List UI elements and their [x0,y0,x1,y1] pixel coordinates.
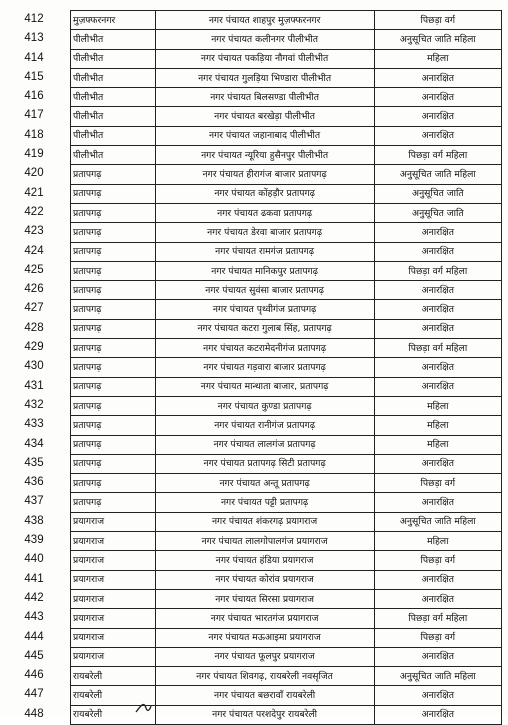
nagar-panchayat-cell: नगर पंचायत हीरागंज बाजार प्रतापगढ़ [155,165,374,184]
nagar-panchayat-cell: नगर पंचायत पकड़िया नौगवां पीलीभीत [155,49,374,68]
table-row [71,300,502,319]
row-number: 426 [24,283,44,296]
reservation-category-cell: अनुसूचित जाति महिला [374,165,501,184]
row-number: 436 [24,476,44,489]
reservation-category-cell: पिछड़ा वर्ग महिला [374,339,501,358]
nagar-panchayat-cell: नगर पंचायत अन्तू प्रतापगढ़ [155,474,374,493]
nagar-panchayat-cell: नगर पंचायत शिवगढ़, रायबरेली नवसृजित [155,667,374,686]
row-number: 415 [24,70,44,83]
reservation-category-cell: अनारक्षित [374,686,501,705]
nagar-panchayat-cell: नगर पंचायत कटरामेदनीगंज प्रतापगढ़ [155,339,374,358]
row-number: 416 [24,90,44,103]
reservation-category-cell: पिछड़ा वर्ग महिला [374,609,501,628]
table-row [71,184,502,203]
reservation-category-cell: पिछड़ा वर्ग [374,551,501,570]
table-row [71,107,502,126]
district-cell: पीलीभीत [71,49,156,68]
reservation-category-cell: अनारक्षित [374,647,501,666]
nagar-panchayat-cell: नगर पंचायत मऊआइमा प्रयागराज [155,628,374,647]
nagar-panchayat-cell: नगर पंचायत प्रतापगढ़ सिटी प्रतापगढ़ [155,454,374,473]
row-number: 447 [24,688,44,701]
table-row [71,667,502,686]
reservation-category-cell: पिछड़ा वर्ग महिला [374,261,501,280]
district-cell: प्रतापगढ़ [71,319,156,338]
row-number-column [0,10,68,724]
district-cell: प्रयागराज [71,532,156,551]
district-cell: प्रतापगढ़ [71,377,156,396]
table-row [71,68,502,87]
district-cell: पीलीभीत [71,107,156,126]
district-cell: प्रयागराज [71,512,156,531]
reservation-category-cell: अनारक्षित [374,493,501,512]
table-row [71,88,502,107]
row-number: 422 [24,205,44,218]
table-row [71,49,502,68]
row-number: 412 [24,13,44,25]
row-number: 420 [24,167,44,180]
row-number: 429 [24,341,44,354]
row-number: 443 [24,611,44,624]
district-cell: प्रतापगढ़ [71,165,156,184]
district-cell: प्रयागराज [71,609,156,628]
reservation-category-cell: अनारक्षित [374,377,501,396]
reservation-category-cell: अनारक्षित [374,300,501,319]
district-cell: मुज़फ्फरनगर [71,11,156,30]
table-row [71,358,502,377]
row-number: 434 [24,437,44,450]
district-cell: प्रतापगढ़ [71,435,156,454]
district-cell: रायबरेली [71,686,156,705]
nagar-panchayat-cell: नगर पंचायत कोंहड़ौर प्रतापगढ़ [155,184,374,203]
district-cell: पीलीभीत [71,68,156,87]
reservation-category-cell: अनारक्षित [374,281,501,300]
reservation-category-cell: अनुसूचित जाति [374,184,501,203]
nagar-panchayat-cell: नगर पंचायत रामगंज प्रतापगढ़ [155,242,374,261]
table-row [71,589,502,608]
row-number: 419 [24,148,44,161]
reservation-category-cell: अनारक्षित [374,223,501,242]
district-cell: प्रतापगढ़ [71,416,156,435]
table-row [71,647,502,666]
table-row [71,551,502,570]
district-cell: पीलीभीत [71,88,156,107]
district-cell: प्रतापगढ़ [71,203,156,222]
row-number: 437 [24,495,44,508]
table-row [71,281,502,300]
table-row [71,223,502,242]
table-row [71,377,502,396]
table-row [71,11,502,30]
table-row [71,454,502,473]
reservation-category-cell: अनारक्षित [374,705,501,724]
nagar-panchayat-cell: नगर पंचायत न्यूरिया हुसैनपुर पीलीभीत [155,146,374,165]
row-number: 445 [24,649,44,662]
district-cell: प्रतापगढ़ [71,454,156,473]
table-row [71,609,502,628]
nagar-panchayat-cell: नगर पंचायत लालगोपालगंज प्रयागराज [155,532,374,551]
row-number: 421 [24,186,44,199]
nagar-panchayat-cell: नगर पंचायत फूलपुर प्रयागराज [155,647,374,666]
row-number: 448 [24,707,44,720]
row-number: 442 [24,591,44,604]
reservation-category-cell: अनारक्षित [374,319,501,338]
table-body [71,11,502,725]
table-row [71,242,502,261]
table-row [71,396,502,415]
district-cell: प्रतापगढ़ [71,223,156,242]
table-row [71,126,502,145]
reservation-category-cell: अनारक्षित [374,107,501,126]
nagar-panchayat-cell: नगर पंचायत पृथ्वीगंज प्रतापगढ़ [155,300,374,319]
reservation-category-cell: महिला [374,49,501,68]
district-cell: प्रतापगढ़ [71,396,156,415]
reservation-category-cell: महिला [374,532,501,551]
table-row [71,512,502,531]
nagar-panchayat-cell: नगर पंचायत हंडिया प्रयागराज [155,551,374,570]
row-number: 413 [24,32,44,45]
reservation-category-cell: अनारक्षित [374,454,501,473]
district-cell: प्रयागराज [71,551,156,570]
nagar-panchayat-cell: नगर पंचायत सुवंसा बाजार प्रतापगढ़ [155,281,374,300]
district-cell: प्रयागराज [71,589,156,608]
nagar-panchayat-cell: नगर पंचायत बछरावाँ रायबरेली [155,686,374,705]
nagar-panchayat-cell: नगर पंचायत डेरवा बाजार प्रतापगढ़ [155,223,374,242]
district-cell: प्रतापगढ़ [71,261,156,280]
table-row [71,628,502,647]
reservation-category-cell: पिछड़ा वर्ग [374,628,501,647]
row-number: 439 [24,534,44,547]
nagar-panchayat-cell: नगर पंचायत गुलड़िया भिण्डारा पीलीभीत [155,68,374,87]
nagar-panchayat-cell: नगर पंचायत गड़वारा बाजार प्रतापगढ़ [155,358,374,377]
nagar-panchayat-cell: नगर पंचायत कुण्डा प्रतापगढ़ [155,396,374,415]
nagar-panchayat-cell: नगर पंचायत कलीनगर पीलीभीत [155,30,374,49]
table-row [71,146,502,165]
nagar-panchayat-cell: नगर पंचायत लालगंज प्रतापगढ़ [155,435,374,454]
reservation-category-cell: अनारक्षित [374,242,501,261]
reservation-category-cell: पिछड़ा वर्ग [374,474,501,493]
row-number: 433 [24,418,44,431]
nagar-panchayat-cell: नगर पंचायत रानीगंज प्रतापगढ़ [155,416,374,435]
table-row [71,435,502,454]
reservation-category-cell: अनुसूचित जाति महिला [374,667,501,686]
table-row [71,493,502,512]
row-number: 435 [24,456,44,469]
district-cell: रायबरेली [71,667,156,686]
district-cell: प्रयागराज [71,570,156,589]
signature-mark [130,700,170,714]
row-number: 427 [24,302,44,315]
nagar-panchayat-cell: नगर पंचायत जहानाबाद पीलीभीत [155,126,374,145]
district-cell: प्रतापगढ़ [71,339,156,358]
nagar-panchayat-cell: नगर पंचायत सिरसा प्रयागराज [155,589,374,608]
nagar-panchayat-cell: नगर पंचायत परशदेपुर रायबरेली [155,705,374,724]
district-cell: प्रतापगढ़ [71,184,156,203]
reservation-table [70,10,502,725]
row-number: 425 [24,263,44,276]
row-number: 414 [24,51,44,64]
row-number: 438 [24,514,44,527]
row-number: 430 [24,360,44,373]
district-cell: प्रतापगढ़ [71,474,156,493]
district-cell: पीलीभीत [71,126,156,145]
nagar-panchayat-cell: नगर पंचायत बरखेड़ा पीलीभीत [155,107,374,126]
row-number: 446 [24,669,44,682]
row-number: 431 [24,379,44,392]
reservation-category-cell: अनारक्षित [374,68,501,87]
table-row [71,30,502,49]
row-number: 432 [24,398,44,411]
table-row [71,474,502,493]
row-number: 444 [24,630,44,643]
table-row [71,570,502,589]
row-number: 428 [24,321,44,334]
nagar-panchayat-cell: नगर पंचायत ढकवा प्रतापगढ़ [155,203,374,222]
district-cell: प्रयागराज [71,628,156,647]
district-cell: प्रतापगढ़ [71,242,156,261]
nagar-panchayat-cell: नगर पंचायत भारतगंज प्रयागराज [155,609,374,628]
district-cell: पीलीभीत [71,30,156,49]
row-number: 441 [24,572,44,585]
nagar-panchayat-cell: नगर पंचायत कटरा गुलाब सिंह, प्रतापगढ़ [155,319,374,338]
reservation-category-cell: अनारक्षित [374,570,501,589]
table-row [71,339,502,358]
reservation-category-cell: महिला [374,435,501,454]
district-cell: प्रयागराज [71,647,156,666]
reservation-category-cell: अनारक्षित [374,358,501,377]
row-number: 440 [24,553,44,566]
reservation-category-cell: महिला [374,416,501,435]
district-cell: प्रतापगढ़ [71,358,156,377]
table-row [71,203,502,222]
nagar-panchayat-cell: नगर पंचायत मान्धाता बाजार, प्रतापगढ़ [155,377,374,396]
table-row [71,165,502,184]
reservation-category-cell: अनारक्षित [374,88,501,107]
reservation-category-cell: अनारक्षित [374,126,501,145]
nagar-panchayat-cell: नगर पंचायत पट्टी प्रतापगढ़ [155,493,374,512]
table-row [71,319,502,338]
reservation-category-cell: अनुसूचित जाति महिला [374,512,501,531]
table-row [71,416,502,435]
district-cell: प्रतापगढ़ [71,300,156,319]
reservation-category-cell: महिला [374,396,501,415]
district-cell: प्रतापगढ़ [71,493,156,512]
nagar-panchayat-cell: नगर पंचायत मानिकपुर प्रतापगढ़ [155,261,374,280]
reservation-category-cell: अनारक्षित [374,589,501,608]
reservation-category-cell: अनुसूचित जाति [374,203,501,222]
district-cell: पीलीभीत [71,146,156,165]
district-cell: प्रतापगढ़ [71,281,156,300]
row-number: 417 [24,109,44,122]
reservation-category-cell: अनुसूचित जाति महिला [374,30,501,49]
nagar-panchayat-cell: नगर पंचायत कोरांव प्रयागराज [155,570,374,589]
nagar-panchayat-cell: नगर पंचायत शाहपुर मुज़फ्फरनगर [155,11,374,30]
row-number: 418 [24,128,44,141]
district-cell: रायबरेली [71,705,156,724]
table-row [71,532,502,551]
row-number: 423 [24,225,44,238]
table-row [71,261,502,280]
nagar-panchayat-cell: नगर पंचायत शंकरगढ़ प्रयागराज [155,512,374,531]
reservation-category-cell: पिछड़ा वर्ग [374,11,501,30]
nagar-panchayat-cell: नगर पंचायत बिलसण्डा पीलीभीत [155,88,374,107]
row-number: 424 [24,244,44,257]
reservation-category-cell: पिछड़ा वर्ग महिला [374,146,501,165]
